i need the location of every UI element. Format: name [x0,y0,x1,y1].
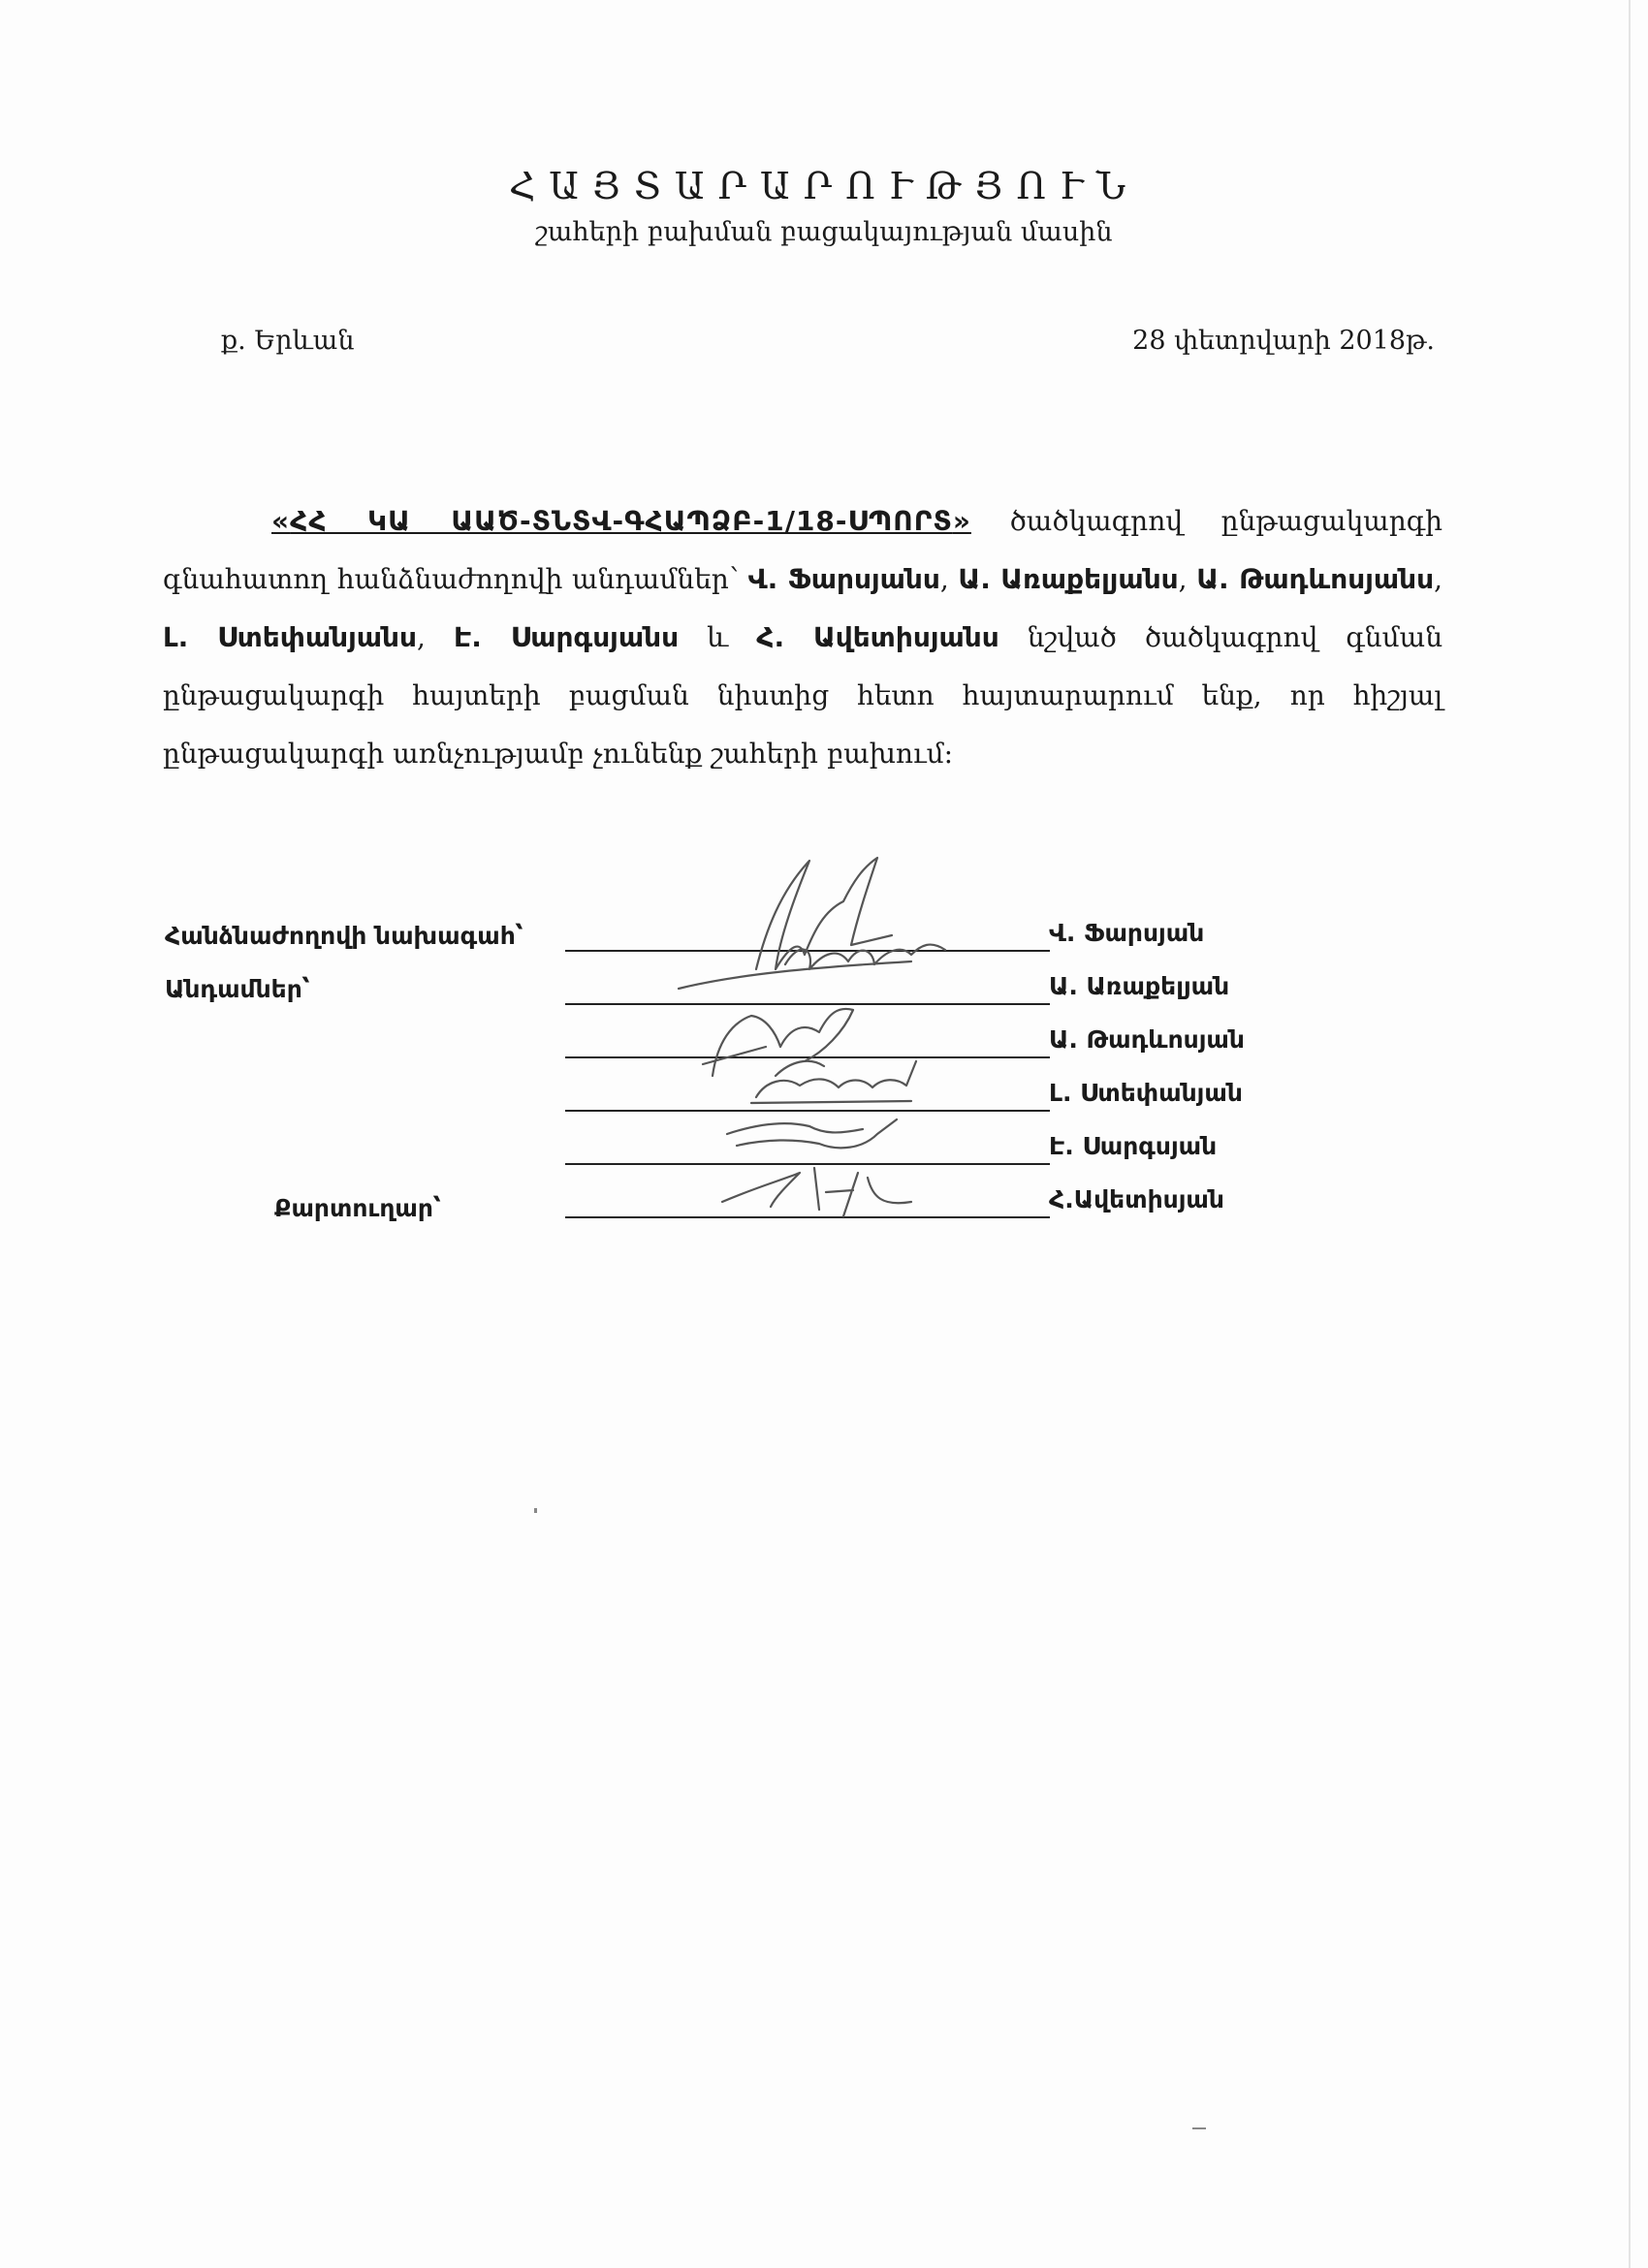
scan-edge-shadow [1629,0,1631,2268]
chair-label: Հանձնաժողովի նախագահ՝ [165,922,523,950]
signature-1 [756,858,892,969]
signatory-name-2: Ա. Առաքելյան [1049,972,1230,1000]
separator: , [1178,563,1197,595]
separator: , [1434,563,1442,595]
signature-2 [679,945,945,989]
body-text-2: նշված ծածկագրով գնման ընթացակարգի հայտերի բացման նիստից հետո հայտարարում ենք, որ հիշյալ ընթացակարգի առնչությամբ չունենք շահերի բախում: [163,621,1442,770]
declaration-paragraph [163,492,1442,783]
member-name-4: Լ. Ստեփանյանս [163,621,418,653]
document-title: ՀԱՅՏԱՐԱՐՈՒԹՅՈՒՆ [508,165,1140,207]
signature-6 [722,1168,911,1216]
close-quote: » [952,505,971,537]
member-name-6: Հ. Ավետիսյանս [756,621,999,653]
secretary-label: Քարտուղար՝ [274,1194,441,1222]
member-name-5: Է. Սարգսյանս [453,621,680,653]
document-subtitle: շահերի բախման բացակայության մասին [535,217,1113,247]
signatory-name-1: Վ. Ֆարսյան [1049,919,1205,947]
open-quote: « [271,505,291,537]
scan-speck [534,1508,537,1513]
member-name-1: Վ. Ֆարսյանս [747,563,940,595]
signatory-name-4: Լ. Ստեփանյան [1049,1079,1243,1107]
document-city: ք. Երևան [221,326,355,356]
conjunction: և [679,621,757,653]
procurement-code: ՀՀ ԿԱ ԱԱԾ-ՏՆՏՎ-ԳՀԱՊՁԲ-1/18-ՍՊՈՐՏ [290,505,953,537]
body-text-1: ծածկագրով ընթացակարգի գնահատող հանձնաժողովի անդամներ՝ [163,505,1443,595]
document-date: 28 փետրվարի 2018թ. [1132,326,1435,356]
signatory-name-3: Ա. Թադևոսյան [1049,1025,1245,1054]
signatory-name-5: Է. Սարգսյան [1049,1132,1218,1160]
member-name-3: Ա. Թադևոսյանս [1196,563,1435,595]
handwritten-signatures [620,843,1028,1231]
signature-3 [703,1009,853,1076]
separator: , [417,621,454,653]
signature-5 [727,1119,897,1148]
member-name-2: Ա. Առաքելյանս [958,563,1179,595]
signatory-name-6: Հ.Ավետիսյան [1049,1185,1224,1213]
members-label: Անդամներ՝ [165,975,310,1003]
scan-speck [1192,2127,1206,2129]
signature-4 [751,1061,916,1103]
declaration-body [163,492,1442,783]
separator: , [939,563,959,595]
